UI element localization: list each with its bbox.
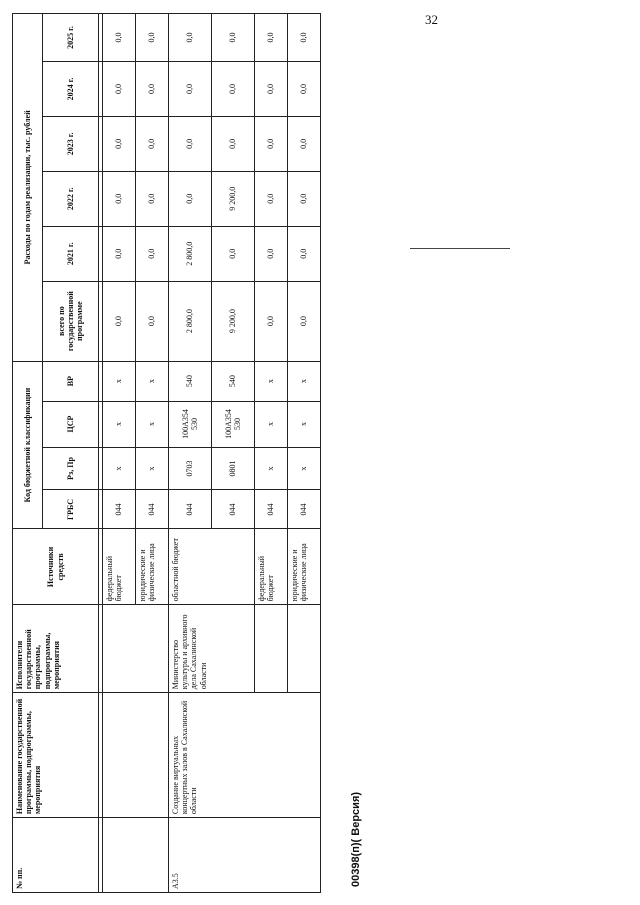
- row-source: федеральный бюджет: [255, 529, 288, 605]
- header-budget-code: Код бюджетной классификации: [13, 361, 43, 529]
- table-row: [103, 14, 136, 893]
- row-y2021: 0,0: [255, 226, 288, 281]
- header-executor: Исполнители государственной программы, подпрограммы, мероприятия: [13, 605, 99, 693]
- row-vr: x: [288, 361, 321, 401]
- row-y2023: 0,0: [169, 116, 212, 171]
- header-total: всего по государственной программе: [43, 281, 99, 361]
- row-csr: 100А354 530: [169, 401, 212, 447]
- header-year-2024: 2024 г.: [43, 62, 99, 117]
- row-y2025: 0,0: [169, 14, 212, 62]
- header-vr: ВР: [43, 361, 99, 401]
- row-csr: x: [255, 401, 288, 447]
- row-vr: x: [255, 361, 288, 401]
- row-total: 0,0: [288, 281, 321, 361]
- row-total: 9 200,0: [212, 281, 255, 361]
- row-y2025: 0,0: [212, 14, 255, 62]
- row-y2025: 0,0: [255, 14, 288, 62]
- row-rzpr: 0703: [169, 447, 212, 490]
- header-year-2021: 2021 г.: [43, 226, 99, 281]
- version-stamp: 00398(п)( Версия): [350, 791, 362, 887]
- row-y2023: 0,0: [136, 116, 169, 171]
- row-y2025: 0,0: [288, 14, 321, 62]
- header-source: Источники средств: [13, 529, 99, 605]
- expenses-table: [12, 13, 321, 893]
- row-vr: 540: [169, 361, 212, 401]
- row-y2024: 0,0: [212, 62, 255, 117]
- header-csr: ЦСР: [43, 401, 99, 447]
- row-name: [103, 693, 169, 818]
- row-y2024: 0,0: [103, 62, 136, 117]
- row-y2022: 0,0: [136, 171, 169, 226]
- row-csr: x: [136, 401, 169, 447]
- row-y2023: 0,0: [255, 116, 288, 171]
- row-grbs: 044: [288, 490, 321, 529]
- row-num: [103, 818, 169, 893]
- row-y2021: 0,0: [136, 226, 169, 281]
- row-executor: [255, 605, 288, 693]
- row-y2021: 2 800,0: [169, 226, 212, 281]
- row-y2021: 0,0: [103, 226, 136, 281]
- row-y2024: 0,0: [288, 62, 321, 117]
- row-rzpr: x: [103, 447, 136, 490]
- row-y2023: 0,0: [103, 116, 136, 171]
- row-num: А3.5: [169, 818, 321, 893]
- row-csr: 100А354 530: [212, 401, 255, 447]
- rotated-page: [12, 13, 372, 893]
- row-y2024: 0,0: [136, 62, 169, 117]
- row-y2025: 0,0: [103, 14, 136, 62]
- header-name: Наименование государственной программы, подпрограммы, мероприятия: [13, 693, 99, 818]
- header-num: № пп.: [13, 818, 99, 893]
- row-executor: [288, 605, 321, 693]
- row-source: юридические и физические лица: [288, 529, 321, 605]
- row-vr: x: [103, 361, 136, 401]
- row-name: Создание виртуальных концертных залов в Сахалинской области: [169, 693, 321, 818]
- row-y2021: 0,0: [288, 226, 321, 281]
- row-rzpr: x: [255, 447, 288, 490]
- divider-line: [410, 248, 510, 249]
- row-grbs: 044: [103, 490, 136, 529]
- row-y2022: 0,0: [288, 171, 321, 226]
- row-source: федеральный бюджет: [103, 529, 136, 605]
- row-y2025: 0,0: [136, 14, 169, 62]
- row-grbs: 044: [136, 490, 169, 529]
- row-rzpr: x: [136, 447, 169, 490]
- table-row: [169, 14, 212, 893]
- row-csr: x: [288, 401, 321, 447]
- page-number: 32: [425, 12, 438, 27]
- header-expenses: Расходы по годам реализации, тыс. рублей: [13, 14, 43, 362]
- row-y2023: 0,0: [212, 116, 255, 171]
- row-rzpr: 0801: [212, 447, 255, 490]
- row-csr: x: [103, 401, 136, 447]
- header-rzpr: Рз, Пр: [43, 447, 99, 490]
- row-source: юридические и физические лица: [136, 529, 169, 605]
- row-executor: [103, 605, 169, 693]
- row-total: 0,0: [136, 281, 169, 361]
- row-vr: 540: [212, 361, 255, 401]
- header-year-2025: 2025 г.: [43, 14, 99, 62]
- row-y2024: 0,0: [169, 62, 212, 117]
- row-total: 0,0: [103, 281, 136, 361]
- header-grbs: ГРБС: [43, 490, 99, 529]
- row-vr: x: [136, 361, 169, 401]
- row-y2022: 0,0: [255, 171, 288, 226]
- row-source: областной бюджет: [169, 529, 255, 605]
- row-executor: Министерство культуры и архивного дела Сахалинской области: [169, 605, 255, 693]
- row-y2021: 0,0: [212, 226, 255, 281]
- row-grbs: 044: [212, 490, 255, 529]
- header-year-2023: 2023 г.: [43, 116, 99, 171]
- row-y2022: 9 200,0: [212, 171, 255, 226]
- row-total: 0,0: [255, 281, 288, 361]
- row-y2022: 0,0: [169, 171, 212, 226]
- row-grbs: 044: [255, 490, 288, 529]
- row-total: 2 800,0: [169, 281, 212, 361]
- row-grbs: 044: [169, 490, 212, 529]
- row-y2024: 0,0: [255, 62, 288, 117]
- row-y2022: 0,0: [103, 171, 136, 226]
- header-year-2022: 2022 г.: [43, 171, 99, 226]
- row-y2023: 0,0: [288, 116, 321, 171]
- row-rzpr: x: [288, 447, 321, 490]
